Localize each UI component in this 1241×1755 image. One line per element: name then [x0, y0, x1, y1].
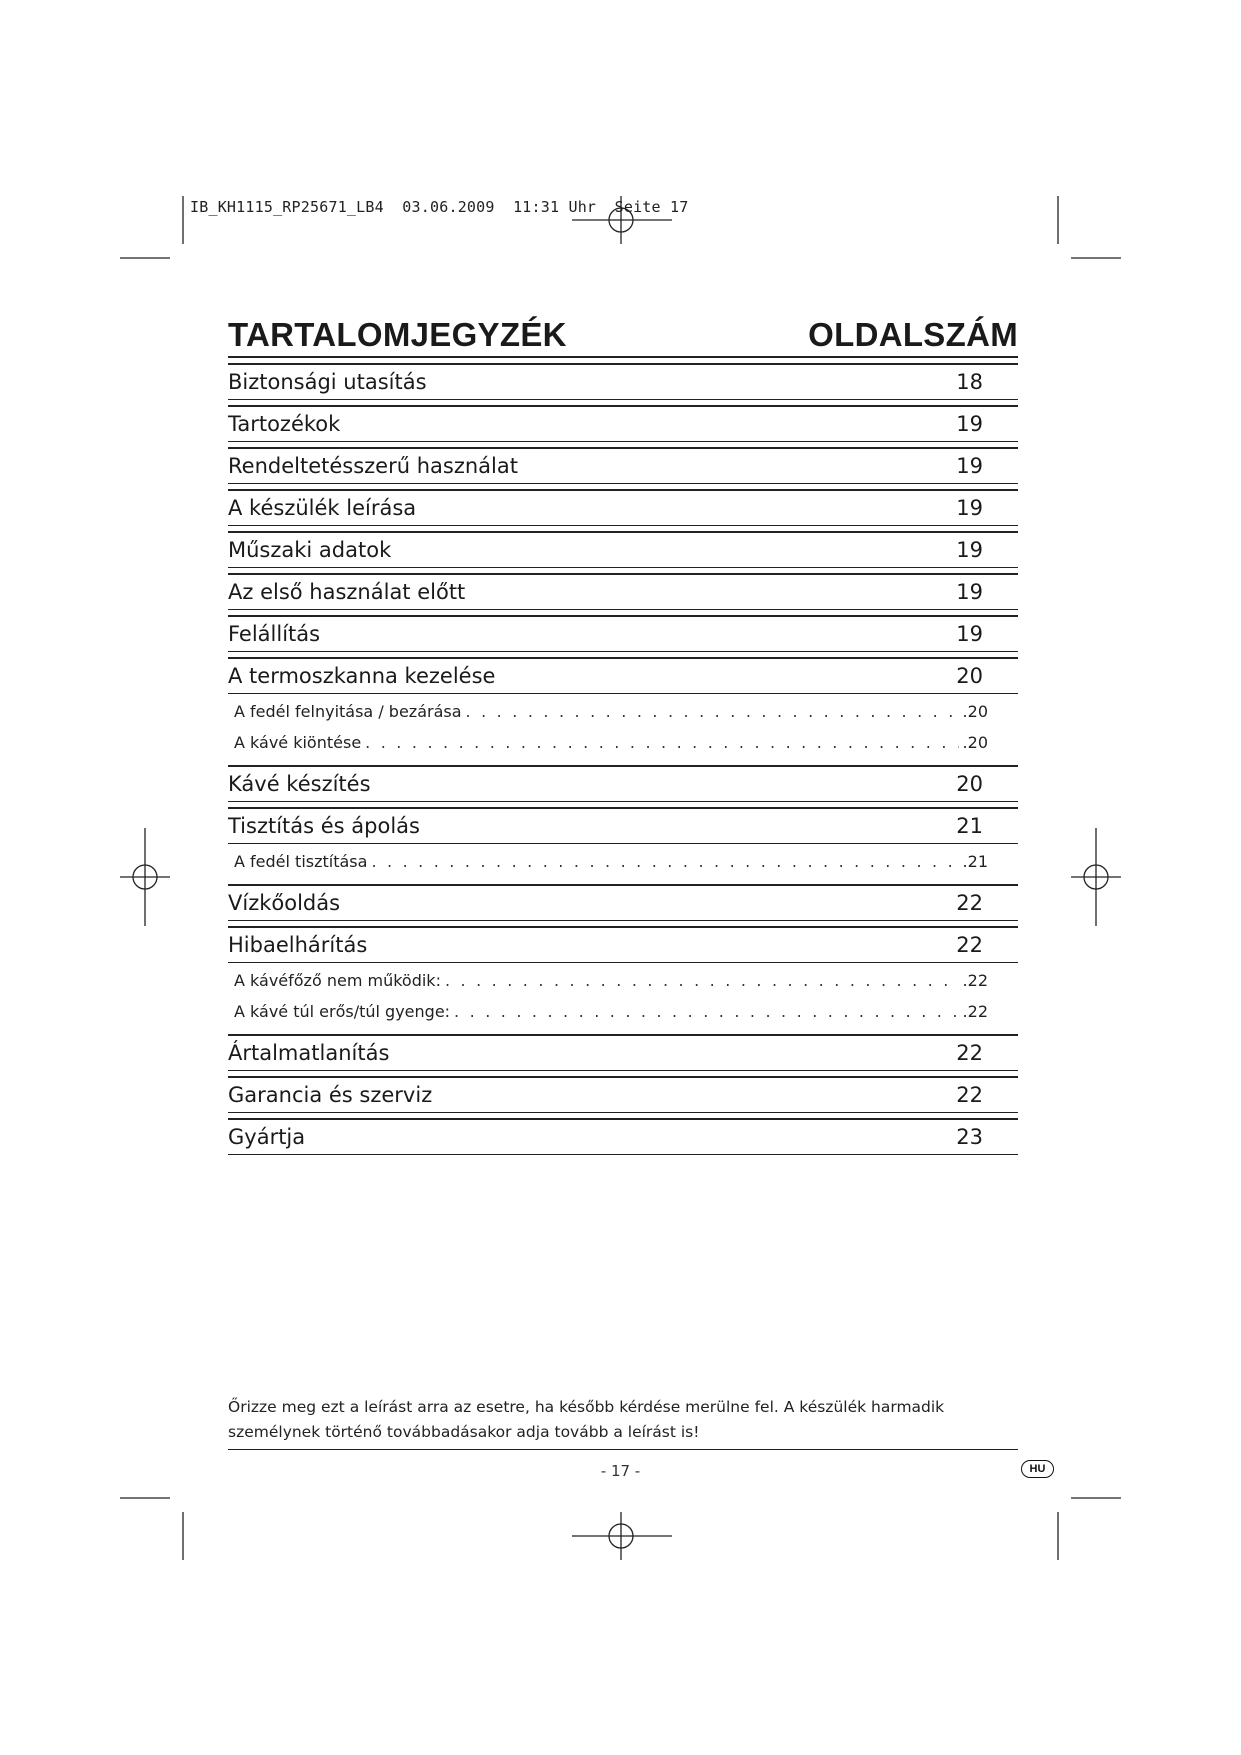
toc-entry-page: 18: [956, 370, 983, 394]
toc-entry-title: Tisztítás és ápolás: [228, 814, 420, 838]
toc-entry-page: 20: [956, 772, 983, 796]
toc-entry[interactable]: [228, 884, 1018, 921]
toc-subentry-title: A kávéfőző nem működik:: [234, 971, 441, 990]
toc-entry-page: 19: [956, 580, 983, 604]
toc-entry-title: Felállítás: [228, 622, 321, 646]
footer-divider: [228, 1449, 1018, 1450]
toc-entry-title: A készülék leírása: [228, 496, 417, 520]
toc-entry-title: Hibaelhárítás: [228, 933, 368, 957]
toc-entry-title: Tartozékok: [228, 412, 341, 436]
print-slug: IB_KH1115_RP25671_LB4 03.06.2009 11:31 Uhr Seite 17: [190, 198, 689, 216]
toc-entry[interactable]: [228, 615, 1018, 652]
toc-entry-page: 21: [956, 814, 983, 838]
toc-entry-title: Biztonsági utasítás: [228, 370, 427, 394]
toc-entry[interactable]: [228, 573, 1018, 610]
toc-subentry-page: .20: [962, 733, 988, 752]
toc-header: [228, 314, 1018, 358]
toc-subentry-page: .21: [962, 852, 988, 871]
page-number: - 17 -: [600, 1462, 641, 1480]
toc-title: TARTALOMJEGYZÉK: [228, 316, 567, 353]
toc-entry-page: 22: [956, 891, 983, 915]
table-of-contents: [228, 314, 1018, 1155]
toc-entry-page: 19: [956, 412, 983, 436]
toc-entry[interactable]: [228, 531, 1018, 568]
dot-leader: [371, 846, 958, 877]
toc-entry[interactable]: [228, 489, 1018, 526]
toc-subentry-title: A kávé kiöntése: [234, 733, 362, 752]
toc-entry-title: Ártalmatlanítás: [228, 1041, 390, 1065]
toc-entry-page: 23: [956, 1125, 983, 1149]
toc-entry-title: Az első használat előtt: [228, 580, 466, 604]
toc-entry-page: 22: [956, 933, 983, 957]
toc-entry-page: 22: [956, 1083, 983, 1107]
toc-subentries: [228, 844, 1018, 879]
toc-entry-page: 22: [956, 1041, 983, 1065]
toc-entry[interactable]: [228, 363, 1018, 400]
toc-entry-page: 19: [956, 622, 983, 646]
toc-subentry[interactable]: [228, 965, 1018, 996]
footnote: Őrizze meg ezt a leírást arra az esetre, ha később kérdése merülne fel. A készülék harmadik személynek történő továbbadásakor adja tovább a leírást is!: [228, 1398, 945, 1441]
toc-entry[interactable]: [228, 405, 1018, 442]
dot-leader: [466, 696, 959, 727]
toc-entry[interactable]: [228, 765, 1018, 802]
toc-entry-title: Műszaki adatok: [228, 538, 392, 562]
toc-entry-title: Garancia és szerviz: [228, 1083, 433, 1107]
toc-entry-title: Kávé készítés: [228, 772, 371, 796]
toc-subentries: [228, 963, 1018, 1029]
toc-subentry-page: .22: [962, 1002, 988, 1021]
toc-subentries: [228, 694, 1018, 760]
page-column-title: OLDALSZÁM: [808, 316, 1018, 353]
toc-subentry-title: A fedél tisztítása: [234, 852, 368, 871]
toc-entry-page: 19: [956, 538, 983, 562]
toc-entry-title: Rendeltetésszerű használat: [228, 454, 518, 478]
dot-leader: [445, 965, 959, 996]
toc-subentry[interactable]: [228, 996, 1018, 1027]
language-badge: HU: [1021, 1460, 1054, 1478]
toc-entry-page: 19: [956, 496, 983, 520]
toc-subentry-page: .20: [962, 702, 988, 721]
toc-entry[interactable]: [228, 807, 1018, 844]
toc-entry-title: Vízkőoldás: [228, 891, 341, 915]
toc-subentry-title: A fedél felnyitása / bezárása: [234, 702, 462, 721]
toc-entry[interactable]: [228, 657, 1018, 694]
toc-entry[interactable]: [228, 1034, 1018, 1071]
toc-entry-title: Gyártja: [228, 1125, 306, 1149]
toc-entry[interactable]: [228, 926, 1018, 963]
dot-leader: [365, 727, 958, 758]
toc-entry[interactable]: [228, 447, 1018, 484]
toc-entry-page: 20: [956, 664, 983, 688]
toc-entry[interactable]: [228, 1118, 1018, 1155]
toc-subentry-title: A kávé túl erős/túl gyenge:: [234, 1002, 451, 1021]
toc-entry-title: A termoszkanna kezelése: [228, 664, 496, 688]
toc-subentry-page: .22: [962, 971, 988, 990]
dot-leader: [454, 996, 959, 1027]
toc-subentry[interactable]: [228, 696, 1018, 727]
toc-subentry[interactable]: [228, 727, 1018, 758]
toc-entry-page: 19: [956, 454, 983, 478]
toc-subentry[interactable]: [228, 846, 1018, 877]
toc-entry[interactable]: [228, 1076, 1018, 1113]
